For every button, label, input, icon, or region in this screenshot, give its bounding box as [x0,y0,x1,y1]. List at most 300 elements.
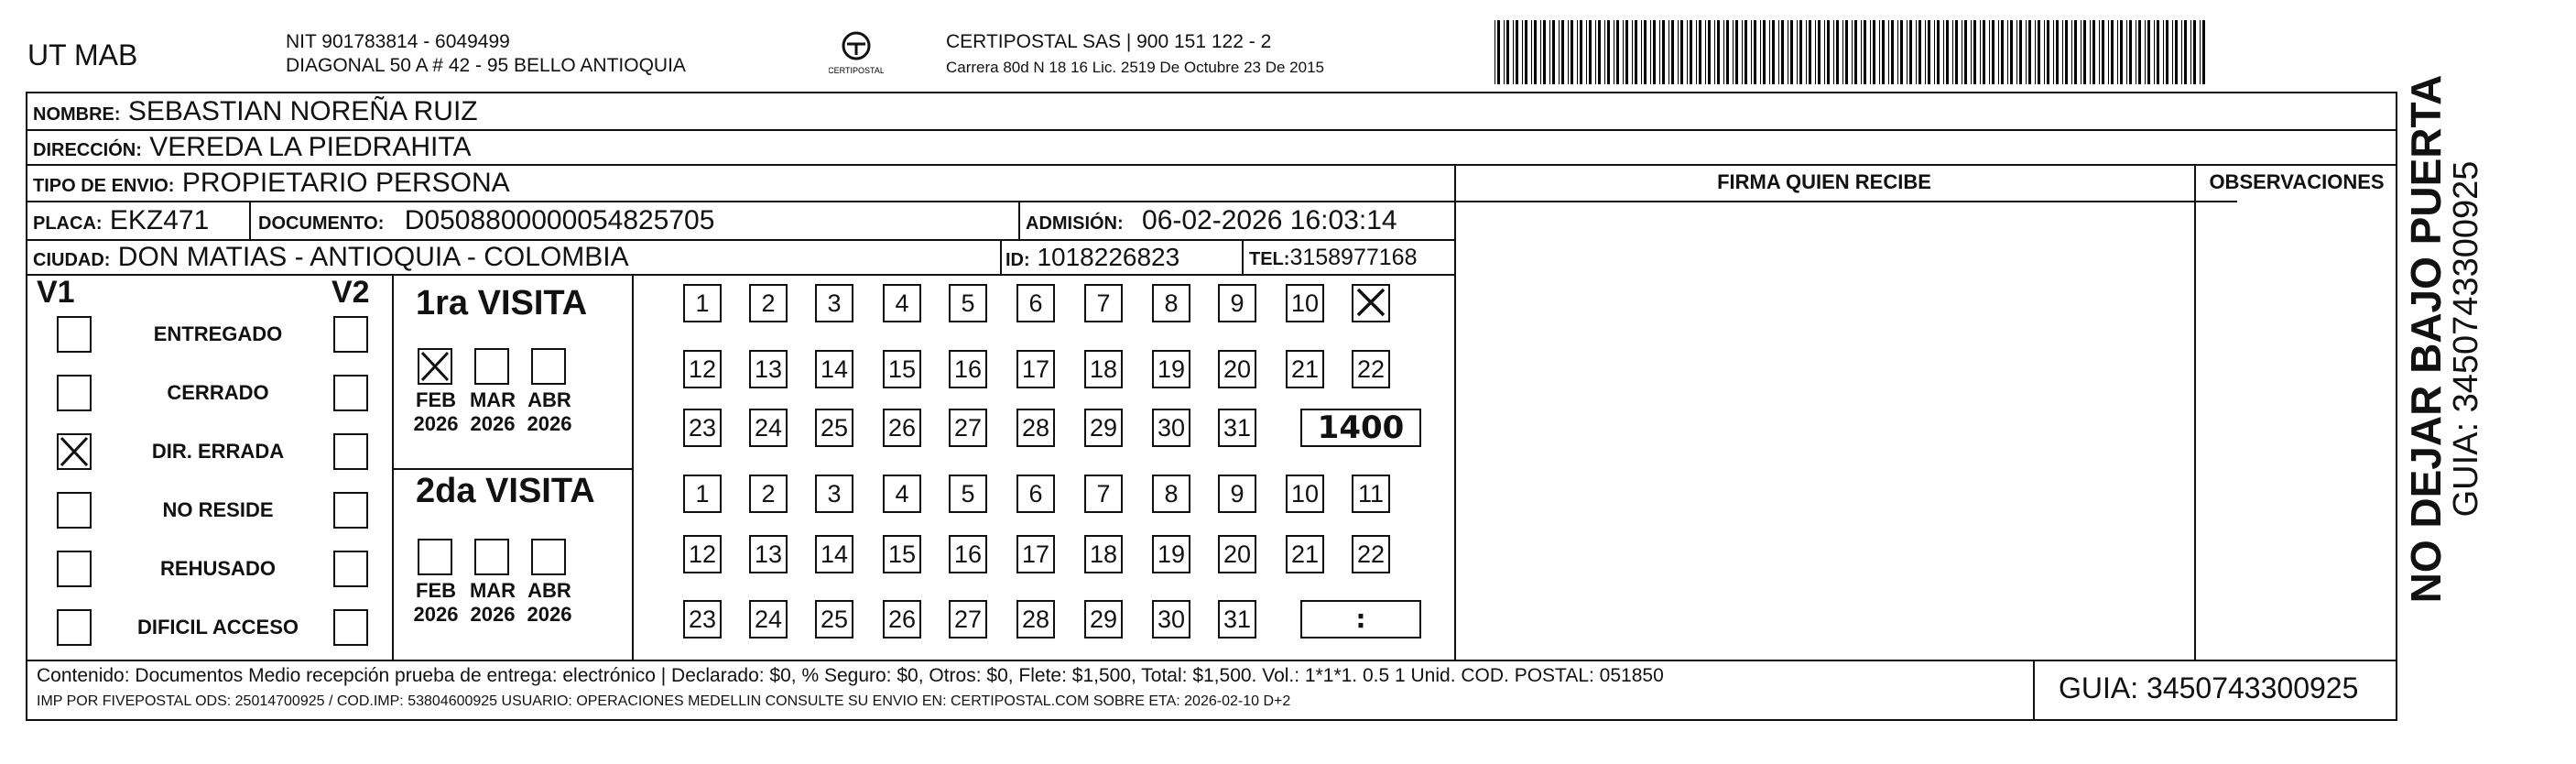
time-box[interactable]: 1400 [1300,409,1421,447]
day-box[interactable]: 17 [1016,350,1055,388]
barcode-bar [1769,20,1770,84]
barcode-bar [1864,20,1866,84]
month-year: 2026 [470,603,516,626]
barcode-bar [1900,20,1903,84]
direccion-value: VEREDA LA PIEDRAHITA [149,132,472,162]
v1-checkbox[interactable] [57,316,92,353]
barcode-bar [2145,20,2146,84]
barcode-bar [1568,20,1569,84]
barcode-bar [1781,20,1784,84]
barcode-bar [1818,20,1821,84]
barcode-bar [1559,20,1560,84]
day-box[interactable]: 3 [815,284,853,322]
barcode-bar [1497,20,1500,84]
v1-checkbox[interactable] [57,551,92,587]
barcode-bar [1946,20,1949,84]
day-box[interactable]: 24 [749,409,788,447]
barcode-bar [2154,20,2155,84]
day-box[interactable]: 30 [1152,600,1190,638]
day-box[interactable]: 29 [1084,409,1123,447]
carrier-license: Carrera 80d N 18 16 Lic. 2519 De Octubre 23 De 2015 [946,59,1324,76]
month-year: 2026 [413,603,459,626]
v2-checkbox[interactable] [333,609,368,646]
month-label [522,388,577,436]
day-box[interactable]: 25 [815,600,853,638]
barcode-bar [1790,20,1793,84]
barcode-bar [2026,20,2027,84]
tipo-value: PROPIETARIO PERSONA [181,168,510,198]
first-visit-title: 1ra VISITA [416,284,588,322]
day-box[interactable]: 12 [683,350,722,388]
barcode-bar [1668,20,1669,84]
barcode-bar [1714,20,1715,84]
documento-row [258,203,714,241]
barcode-bar [2065,20,2068,84]
barcode-bar [2184,20,2187,84]
company-name: UT MAB [27,38,138,71]
tel-label: TEL: [1249,249,1290,269]
barcode-bar [2001,20,2004,84]
day-box[interactable]: 3 [815,475,853,513]
day-box[interactable]: 12 [683,535,722,573]
day-box[interactable]: 21 [1286,535,1324,573]
day-box[interactable]: 25 [815,409,853,447]
status-label: REHUSADO [160,557,276,580]
placa-label: PLACA: [33,213,103,234]
day-box[interactable]: 8 [1152,284,1190,322]
day-box[interactable]: 21 [1286,350,1324,388]
barcode-bar [1772,20,1775,84]
month-label [522,579,577,627]
day-box[interactable]: 7 [1084,284,1123,322]
barcode-bar [1973,20,1976,84]
barcode-bar [1607,20,1610,84]
barcode-bar [1726,20,1729,84]
ciudad-label: CIUDAD: [33,250,111,270]
barcode-bar [2016,20,2017,84]
day-box[interactable]: 15 [883,535,921,573]
barcode-bar [1983,20,1985,84]
month-checkbox[interactable] [474,348,509,385]
day-box[interactable]: 31 [1218,409,1256,447]
company-nit: NIT 901783814 - 6049499 [286,31,510,52]
tel-value: 3158977168 [1289,245,1418,270]
ciudad-value: DON MATIAS - ANTIOQUIA - COLOMBIA [117,242,629,272]
day-box[interactable]: 30 [1152,409,1190,447]
day-box[interactable]: 26 [883,409,921,447]
barcode-bar [1955,20,1958,84]
nombre-value: SEBASTIAN NOREÑA RUIZ [127,96,478,126]
barcode-bar [1525,20,1527,84]
barcode-bar [1598,20,1601,84]
day-box[interactable]: 23 [683,600,722,638]
day-box[interactable]: 19 [1152,535,1190,573]
barcode-bar [2181,20,2182,84]
observaciones-label: OBSERVACIONES [2209,170,2385,193]
month-checkbox[interactable] [531,348,566,385]
barcode-bar [1943,20,1944,84]
barcode-bar [1833,20,1834,84]
barcode-bar [1531,20,1532,84]
barcode-bar [1815,20,1816,84]
barcode-bar [1687,20,1688,84]
footer-guia: GUIA: 3450743300925 [2059,671,2359,704]
v2-checkbox[interactable] [333,551,368,587]
company-address: DIAGONAL 50 A # 42 - 95 BELLO ANTIOQUIA [286,55,686,76]
day-box[interactable]: 10 [1286,284,1324,322]
month-year: 2026 [527,412,572,435]
tipo-label: TIPO DE ENVIO: [33,176,175,196]
day-box[interactable]: 4 [883,475,921,513]
documento-value: D0508800000054825705 [404,205,715,235]
barcode-bar [2120,20,2123,84]
barcode-bar [1516,20,1518,84]
month-label [408,579,463,627]
barcode-bar [1733,20,1734,84]
barcode-bar [1604,20,1605,84]
v1-header: V1 [37,275,75,310]
barcode-bar [2200,20,2201,84]
barcode-bar [1852,20,1853,84]
barcode-bar [1824,20,1825,84]
day-box[interactable]: 13 [749,350,788,388]
side-warning: NO DEJAR BAJO PUERTA [2402,74,2450,604]
barcode-bar [1616,20,1619,84]
day-box[interactable]: 8 [1152,475,1190,513]
barcode-bar [2090,20,2091,84]
barcode-bar [1998,20,1999,84]
barcode-bar [1806,20,1807,84]
month-year: 2026 [413,412,459,435]
day-box[interactable]: 18 [1084,535,1123,573]
barcode-bar [2028,20,2031,84]
barcode-bar [1870,20,1871,84]
barcode-bar [1513,20,1514,84]
day-box[interactable]: 18 [1084,350,1123,388]
day-box-checked[interactable] [1352,284,1390,322]
v1-checkbox[interactable] [57,492,92,529]
barcode-bar [1873,20,1875,84]
day-box[interactable]: 27 [949,600,987,638]
month-year: 2026 [527,603,572,626]
barcode-bar [1552,20,1555,84]
barcode-bar [2111,20,2114,84]
barcode-bar [1680,20,1683,84]
barcode-bar [1540,20,1541,84]
barcode-bar [2062,20,2063,84]
placa-row [33,203,209,241]
day-box[interactable]: 5 [949,475,987,513]
barcode-bar [2172,20,2173,84]
day-box[interactable]: 26 [883,600,921,638]
barcode-bar [1561,20,1564,84]
v2-checkbox[interactable] [333,375,368,411]
day-box[interactable]: 28 [1016,409,1055,447]
barcode-bar [2074,20,2077,84]
barcode-bar [2126,20,2127,84]
placa-value: EKZ471 [109,205,210,235]
barcode-bar [1928,20,1930,84]
month-year: 2026 [470,412,516,435]
barcode-bar [1504,20,1505,84]
day-box[interactable]: 20 [1218,535,1256,573]
barcode-bar [1696,20,1697,84]
barcode-bar [1723,20,1724,84]
month-checkbox[interactable] [418,539,452,575]
barcode-bar [1909,20,1912,84]
barcode-bar [1506,20,1509,84]
month-checkbox[interactable] [474,539,509,575]
barcode-bar [1625,20,1628,84]
tipo-row [33,167,510,202]
month-checkbox[interactable] [418,348,452,385]
month-label [465,579,520,627]
barcode-bar [1708,20,1711,84]
barcode-bar [1678,20,1679,84]
status-label: DIR. ERRADA [151,440,285,463]
barcode-bar [1891,20,1894,84]
barcode-bar [1699,20,1701,84]
barcode-bar [1522,20,1523,84]
day-box[interactable]: 28 [1016,600,1055,638]
v2-header: V2 [332,275,370,310]
barcode-bar [1918,20,1921,84]
day-box[interactable]: 29 [1084,600,1123,638]
status-label: NO RESIDE [162,498,274,521]
second-visit-title: 2da VISITA [416,472,595,510]
barcode-bar [1925,20,1926,84]
barcode-bar [1861,20,1862,84]
barcode-bar [1964,20,1967,84]
day-box[interactable]: 4 [883,284,921,322]
documento-label: DOCUMENTO: [258,213,385,234]
barcode-bar [1534,20,1537,84]
barcode-bar [2007,20,2008,84]
id-value: 1018226823 [1037,243,1180,271]
barcode-bar [1543,20,1546,84]
barcode-bar [1842,20,1843,84]
barcode-bar [1760,20,1761,84]
barcode-bar [1897,20,1898,84]
barcode-bar [1653,20,1656,84]
month-name: MAR [469,579,516,602]
barcode-bar [1882,20,1885,84]
footer-imp: IMP POR FIVEPOSTAL ODS: 25014700925 / COD.IMP: 53804600925 USUARIO: OPERACIONES MEDELLIN CONSULTE SU ENVIO EN: CERTIPOSTAL.COM SOBRE ETA: 2026-02-10 D+2 [37,693,1291,709]
barcode-bar [1778,20,1779,84]
day-box[interactable]: 2 [749,284,788,322]
barcode-bar [1916,20,1917,84]
barcode-bar [2157,20,2159,84]
day-box[interactable]: 9 [1218,284,1256,322]
barcode-bar [2099,20,2100,84]
day-box[interactable]: 14 [815,350,853,388]
id-label: ID: [1005,250,1030,270]
day-box[interactable]: 16 [949,535,987,573]
v2-checkbox[interactable] [333,492,368,529]
barcode-bar [1659,20,1660,84]
barcode-bar [1735,20,1738,84]
barcode-bar [1577,20,1578,84]
day-box[interactable]: 6 [1016,475,1055,513]
day-box[interactable]: 6 [1016,284,1055,322]
v1-checkbox[interactable] [57,433,92,470]
barcode-bar [1589,20,1592,84]
v1-checkbox[interactable] [57,609,92,646]
barcode-bar [1595,20,1596,84]
barcode-bar [1644,20,1647,84]
barcode-bar [1797,20,1798,84]
direccion-row [33,131,471,167]
firma-label: FIRMA QUIEN RECIBE [1717,170,1931,193]
day-box[interactable]: 27 [949,409,987,447]
barcode-bar [1989,20,1990,84]
day-box[interactable]: 13 [749,535,788,573]
day-box[interactable]: 14 [815,535,853,573]
day-box[interactable]: 11 [1352,475,1390,513]
barcode-bar [1854,20,1857,84]
barcode-bar [1799,20,1802,84]
status-label: DIFICIL ACCESO [136,616,299,638]
barcode-bar [1586,20,1587,84]
day-box[interactable]: 24 [749,600,788,638]
day-box[interactable]: 7 [1084,475,1123,513]
direccion-label: DIRECCIÓN: [33,140,142,160]
status-label: ENTREGADO [153,322,283,345]
day-box[interactable]: 16 [949,350,987,388]
barcode-bar [2102,20,2104,84]
month-label [408,388,463,436]
tel-row [1249,240,1417,277]
barcode-bar [1641,20,1642,84]
day-box[interactable]: 17 [1016,535,1055,573]
barcode-bar [2019,20,2022,84]
barcode-bar [1662,20,1665,84]
barcode-bar [2202,20,2205,84]
barcode-bar [2108,20,2109,84]
day-box[interactable]: 2 [749,475,788,513]
admision-row [1026,203,1397,241]
day-box[interactable]: 22 [1352,535,1390,573]
month-name: ABR [527,388,571,411]
barcode-bar [1742,20,1743,84]
barcode-bar [1705,20,1706,84]
v2-checkbox[interactable] [333,316,368,353]
barcode-bar [1690,20,1692,84]
barcode-bar [2056,20,2059,84]
barcode-bar [2071,20,2072,84]
id-row [1005,240,1179,278]
day-box[interactable]: 19 [1152,350,1190,388]
barcode-bar [1549,20,1550,84]
barcode-bar [2044,20,2045,84]
time-box[interactable]: : [1300,600,1421,638]
v1-checkbox[interactable] [57,375,92,411]
barcode-bar [2035,20,2036,84]
barcode-bar [1635,20,1637,84]
month-name: FEB [416,579,456,602]
barcode-bar [1845,20,1848,84]
barcode-bar [1671,20,1674,84]
month-label [465,388,520,436]
day-box[interactable]: 1 [683,475,722,513]
v2-checkbox[interactable] [333,433,368,470]
day-box[interactable]: 15 [883,350,921,388]
barcode-bar [2129,20,2132,84]
day-box[interactable]: 9 [1218,475,1256,513]
day-box[interactable]: 10 [1286,475,1324,513]
day-box[interactable]: 22 [1352,350,1390,388]
barcode-bar [1879,20,1880,84]
barcode-bar [1836,20,1839,84]
day-box[interactable]: 23 [683,409,722,447]
month-name: FEB [416,388,456,411]
barcode-bar [1952,20,1953,84]
barcode-bar [1980,20,1981,84]
month-name: ABR [527,579,571,602]
barcode-bar [2193,20,2196,84]
barcode-bar [1650,20,1651,84]
barcode-bar [1623,20,1624,84]
month-name: MAR [469,388,516,411]
nombre-row [33,95,478,131]
barcode-bar [2190,20,2191,84]
carrier-name: CERTIPOSTAL SAS | 900 151 122 - 2 [946,31,1272,52]
barcode-bar [2163,20,2164,84]
barcode-bar [2092,20,2095,84]
nombre-label: NOMBRE: [33,104,121,125]
logo-text: CERTIPOSTAL [829,66,884,75]
day-box[interactable]: 5 [949,284,987,322]
barcode-bar [1971,20,1972,84]
barcode-bar [1992,20,1994,84]
day-box[interactable]: 20 [1218,350,1256,388]
ciudad-row [33,240,629,278]
certipostal-logo-icon [829,27,884,79]
admision-label: ADMISIÓN: [1026,213,1124,234]
barcode-bar [1632,20,1633,84]
barcode-bar [2138,20,2141,84]
month-checkbox[interactable] [531,539,566,575]
barcode-bar [1717,20,1720,84]
day-box[interactable]: 1 [683,284,722,322]
status-label: CERRADO [167,381,269,404]
barcode-bar [2147,20,2150,84]
footer-contents: Contenido: Documentos Medio recepción prueba de entrega: electrónico | Declarado: $0, % Seguro: $0, Otros: $0, Flete: $1,500, Total: $1,500. Vol.: 1*1*1. 0.5 1 Unid. COD. POSTAL: 051850 [37,665,1664,686]
side-text [2404,55,2495,623]
barcode-bar [2010,20,2013,84]
barcode-bar [1937,20,1940,84]
barcode-bar [2047,20,2049,84]
side-guia: GUIA: 3450743300925 [2447,160,2485,518]
barcode-bar [1907,20,1908,84]
barcode-bar [1571,20,1573,84]
day-box[interactable]: 31 [1218,600,1256,638]
barcode-bar [2166,20,2168,84]
barcode-bar [2175,20,2178,84]
barcode-bar [1809,20,1811,84]
barcode-bar [1580,20,1582,84]
barcode-bar [2083,20,2086,84]
barcode-bar [1763,20,1766,84]
barcode-bar [1754,20,1756,84]
barcode-bar [2117,20,2118,84]
barcode-bar [1888,20,1889,84]
barcode-bar [1934,20,1935,84]
admision-value: 06-02-2026 16:03:14 [1142,205,1397,235]
barcode [1495,20,2218,84]
barcode-bar [2038,20,2040,84]
barcode-bar [1827,20,1830,84]
